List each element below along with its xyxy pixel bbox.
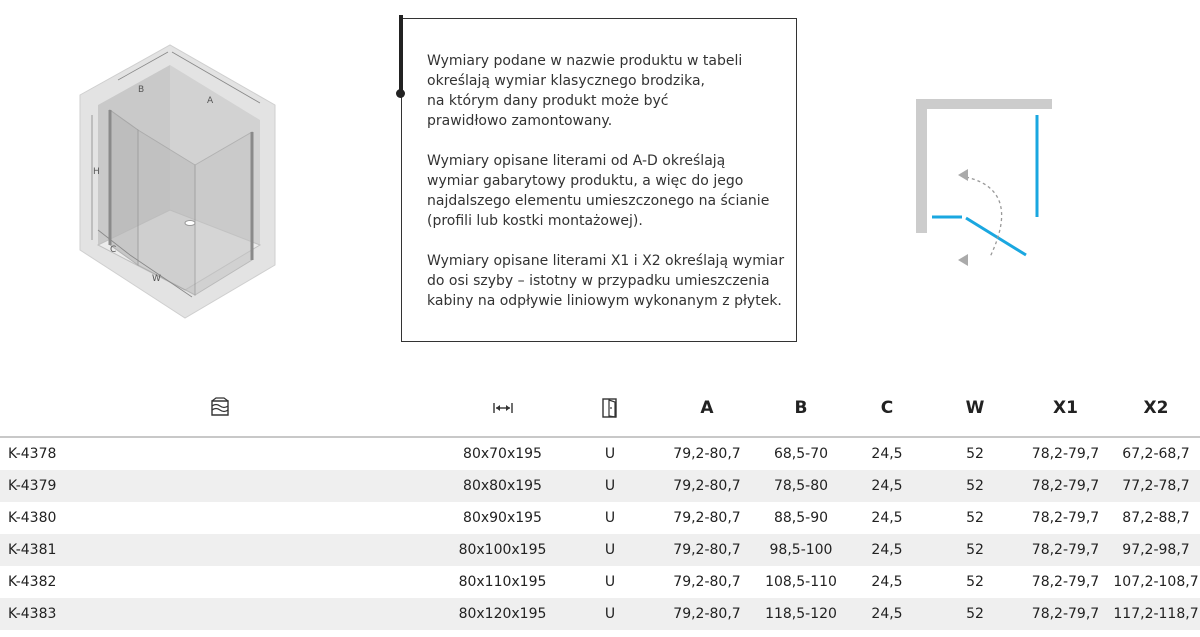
- cell-code: K-4378: [8, 446, 57, 462]
- cell-door: U: [604, 446, 616, 462]
- cell-x1: 78,2-79,7: [1031, 574, 1100, 590]
- width-arrows-icon: [492, 401, 514, 415]
- cell-b: 78,5-80: [759, 470, 843, 502]
- cell-door: U: [565, 534, 655, 566]
- label-b: B: [138, 85, 145, 95]
- cell-x1: 78,2-79,7: [1031, 510, 1100, 526]
- drain: [185, 221, 195, 226]
- label-w: W: [152, 274, 161, 284]
- cell-w: 52: [966, 446, 984, 462]
- cell-b: 68,5-70: [773, 446, 829, 462]
- cell-x2: 107,2-108,7: [1113, 574, 1199, 590]
- table-row: [0, 534, 1200, 566]
- note-accent-bar: [399, 15, 403, 93]
- header-x2: X2: [1112, 380, 1200, 437]
- header-c: C: [843, 380, 931, 437]
- cell-a: 79,2-80,7: [673, 574, 741, 590]
- label-a: A: [207, 96, 214, 106]
- cell-door: U: [604, 574, 616, 590]
- header-a: A: [655, 380, 759, 437]
- cell-size: 80x100x195: [440, 534, 565, 566]
- header-x1: X1: [1019, 380, 1112, 437]
- cell-c: 24,5: [871, 510, 903, 526]
- cell-b: 88,5-90: [773, 510, 829, 526]
- cell-door: U: [565, 470, 655, 502]
- cell-a: 79,2-80,7: [655, 598, 759, 630]
- note-paragraph: Wymiary opisane literami od A-D określają wymiar gabarytowy produktu, a więc do jego najdalszego elementu umieszczonego na ścianie (profili lub kostki montażowej).: [427, 153, 770, 229]
- cell-code: K-4380: [8, 510, 57, 526]
- cell-x1: 78,2-79,7: [1019, 470, 1112, 502]
- top-wall: [916, 99, 1052, 109]
- cell-x1: 78,2-79,7: [1019, 598, 1112, 630]
- table-row: [0, 470, 1200, 502]
- cell-b: 98,5-100: [759, 534, 843, 566]
- cell-w: 52: [966, 510, 984, 526]
- dimensions-note: [401, 18, 797, 342]
- header-w: W: [931, 380, 1019, 437]
- table-row: [0, 502, 1200, 534]
- table-row: [0, 437, 1200, 470]
- cell-c: 24,5: [871, 446, 903, 462]
- shower-enclosure-diagram: [70, 40, 290, 325]
- cell-code: K-4381: [0, 534, 440, 566]
- door-swing-plan-diagram: [910, 95, 1060, 275]
- cell-x2: 117,2-118,7: [1112, 598, 1200, 630]
- cell-w: 52: [931, 598, 1019, 630]
- cell-size: 80x70x195: [463, 446, 542, 462]
- cell-x2: 87,2-88,7: [1122, 510, 1190, 526]
- cell-w: 52: [931, 470, 1019, 502]
- swing-arrow-top: [958, 169, 968, 181]
- swing-arc: [966, 177, 1002, 257]
- note-paragraph: Wymiary opisane literami X1 i X2 określają wymiar do osi szyby – istotny w przypadku umieszczenia kabiny na odpływie liniowym wykonanym z płytek.: [427, 253, 785, 309]
- cell-a: 79,2-80,7: [655, 534, 759, 566]
- cell-b: 118,5-120: [759, 598, 843, 630]
- swing-arrow-bottom: [958, 254, 968, 266]
- door-icon: [601, 397, 619, 419]
- cell-w: 52: [966, 574, 984, 590]
- cell-a: 79,2-80,7: [673, 510, 741, 526]
- cell-size: 80x110x195: [458, 574, 547, 590]
- cell-c: 24,5: [871, 574, 903, 590]
- specification-table: [0, 380, 1200, 630]
- cell-code: K-4379: [0, 470, 440, 502]
- cell-code: K-4382: [8, 574, 57, 590]
- shower-tray-icon: [208, 396, 232, 420]
- cell-a: 79,2-80,7: [655, 470, 759, 502]
- cell-x1: 78,2-79,7: [1031, 446, 1100, 462]
- cell-code: K-4383: [0, 598, 440, 630]
- cell-c: 24,5: [843, 598, 931, 630]
- cell-door: U: [604, 510, 616, 526]
- cell-b: 108,5-110: [765, 574, 837, 590]
- cell-x2: 97,2-98,7: [1112, 534, 1200, 566]
- cell-a: 79,2-80,7: [673, 446, 741, 462]
- note-paragraph: Wymiary podane w nazwie produktu w tabeli określają wymiar klasycznego brodzika, na którym dany produkt może być prawidłowo zamontowany.: [427, 53, 743, 129]
- cell-x2: 67,2-68,7: [1122, 446, 1190, 462]
- label-h: H: [93, 167, 100, 177]
- table-row: [0, 598, 1200, 630]
- table-row: [0, 566, 1200, 598]
- left-wall: [916, 99, 927, 233]
- note-text: [427, 51, 792, 331]
- cell-c: 24,5: [843, 534, 931, 566]
- swing-door-glass: [966, 218, 1026, 255]
- header-model: [0, 380, 440, 437]
- cell-door: U: [565, 598, 655, 630]
- cell-size: 80x90x195: [463, 510, 542, 526]
- header-door: [565, 380, 655, 437]
- header-size: [440, 380, 565, 437]
- cell-w: 52: [931, 534, 1019, 566]
- cell-size: 80x80x195: [440, 470, 565, 502]
- cell-x2: 77,2-78,7: [1112, 470, 1200, 502]
- cell-c: 24,5: [843, 470, 931, 502]
- table-header-row: [0, 380, 1200, 437]
- label-c: C: [110, 245, 117, 255]
- side-glass: [110, 110, 138, 265]
- note-accent-dot: [396, 89, 405, 98]
- cell-size: 80x120x195: [440, 598, 565, 630]
- header-b: B: [759, 380, 843, 437]
- cell-x1: 78,2-79,7: [1019, 534, 1112, 566]
